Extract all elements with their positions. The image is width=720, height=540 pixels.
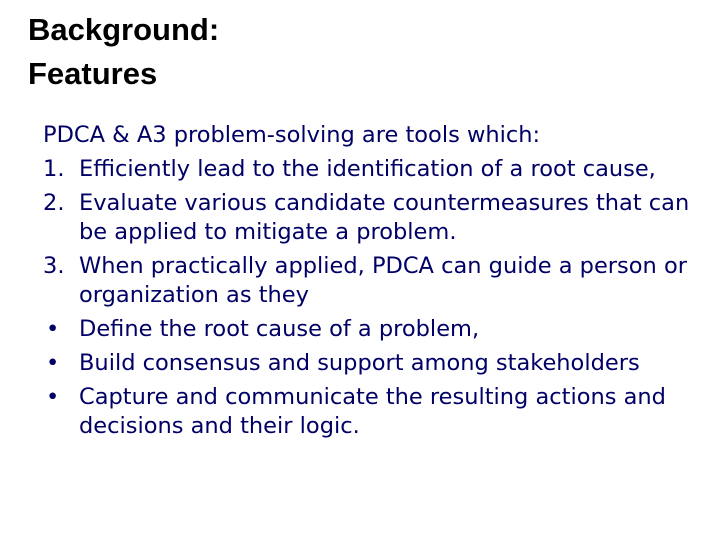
intro-text: PDCA & A3 problem-solving are tools which: xyxy=(43,122,541,148)
list-item-text: Define the root cause of a problem, xyxy=(79,316,480,342)
list-item-text: When practically applied, PDCA can guide a person or organization as they xyxy=(79,253,687,308)
list-item xyxy=(43,383,703,441)
list-item-text: Efficiently lead to the identification of a root cause, xyxy=(79,156,656,182)
list-item-text: Evaluate various candidate countermeasures that can be applied to mitigate a problem. xyxy=(79,190,690,245)
list-item xyxy=(43,349,703,378)
slide-title-line-2: Features xyxy=(28,56,158,91)
list-item xyxy=(43,315,703,344)
bullet-icon: • xyxy=(46,316,60,342)
list-number: 3. xyxy=(43,253,65,279)
list-item-text: Capture and communicate the resulting actions and decisions and their logic. xyxy=(79,384,666,439)
list-item xyxy=(43,189,703,247)
slide-title xyxy=(28,8,219,96)
list-item-text: Build consensus and support among stakeholders xyxy=(79,350,640,376)
list-number: 2. xyxy=(43,190,65,216)
slide-body xyxy=(43,118,703,441)
list-item xyxy=(43,252,703,310)
feature-list xyxy=(43,155,703,441)
list-number: 1. xyxy=(43,156,65,182)
bullet-icon: • xyxy=(46,350,60,376)
list-item xyxy=(43,155,703,184)
slide-title-line-1: Background: xyxy=(28,12,220,47)
bullet-icon: • xyxy=(46,384,60,410)
